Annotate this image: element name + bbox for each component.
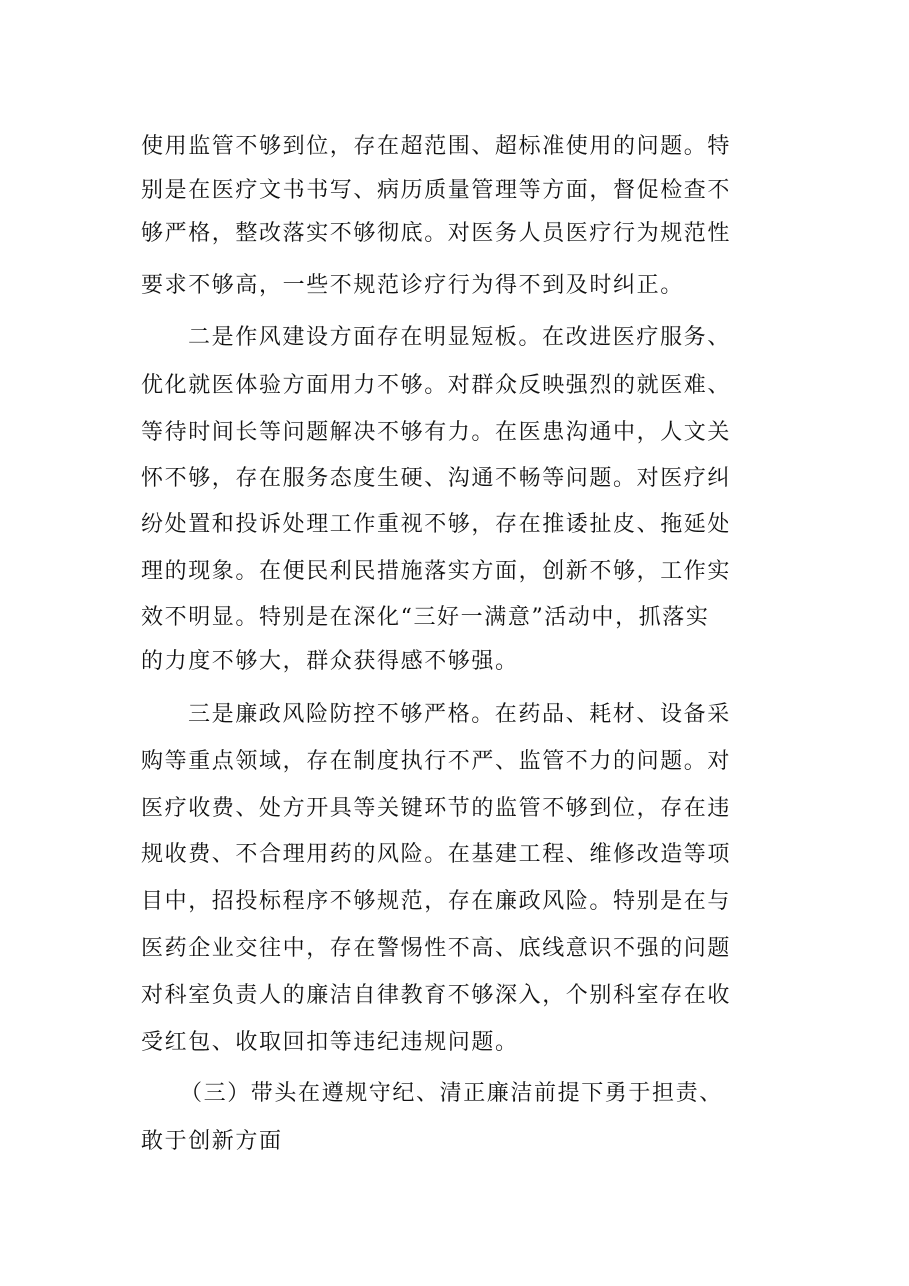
text-line: 受红包、收取回扣等违纪违规问题。 <box>141 1030 519 1055</box>
text-line: 够严格，整改落实不够彻底。对医务人员医疗行为规范性 <box>141 221 732 246</box>
text-line: 等待时间长等问题解决不够有力。在医患沟通中，人文关 <box>141 420 732 445</box>
text-line: 怀不够，存在服务态度生硬、沟通不畅等问题。对医疗纠 <box>141 466 732 491</box>
text-line: 的力度不够大，群众获得感不够强。 <box>141 649 519 674</box>
text-line: 使用监管不够到位，存在超范围、超标准使用的问题。特 <box>141 134 732 159</box>
section-heading: （三）带头在遵规守纪、清正廉洁前提下勇于担责、 <box>180 1081 723 1106</box>
text-line: 效不明显。特别是在深化“三好一满意”活动中，抓落实 <box>141 605 710 630</box>
text-line: 目中，招投标程序不够规范，存在廉政风险。特别是在与 <box>141 889 732 914</box>
section-heading-continued: 敢于创新方面 <box>141 1129 283 1154</box>
text-line: 购等重点领域，存在制度执行不严、监管不力的问题。对 <box>141 749 732 774</box>
text-line: 医疗收费、处方开具等关键环节的监管不够到位，存在违 <box>141 796 732 821</box>
text-line: 纷处置和投诉处理工作重视不够，存在推诿扯皮、拖延处 <box>141 512 732 537</box>
text-line: 要求不够高，一些不规范诊疗行为得不到及时纠正。 <box>141 273 684 298</box>
text-line: 医药企业交往中，存在警惕性不高、底线意识不强的问题 <box>141 936 732 961</box>
text-line: 规收费、不合理用药的风险。在基建工程、维修改造等项 <box>141 842 732 867</box>
text-line: 理的现象。在便民利民措施落实方面，创新不够，工作实 <box>141 559 732 584</box>
text-line: 优化就医体验方面用力不够。对群众反映强烈的就医难、 <box>141 373 732 398</box>
text-line: 对科室负责人的廉洁自律教育不够深入，个别科室存在收 <box>141 983 732 1008</box>
text-line: 别是在医疗文书书写、病历质量管理等方面，督促检查不 <box>141 178 732 203</box>
text-line: 二是作风建设方面存在明显短板。在改进医疗服务、 <box>188 325 731 350</box>
text-line: 三是廉政风险防控不够严格。在药品、耗材、设备采 <box>188 702 731 727</box>
